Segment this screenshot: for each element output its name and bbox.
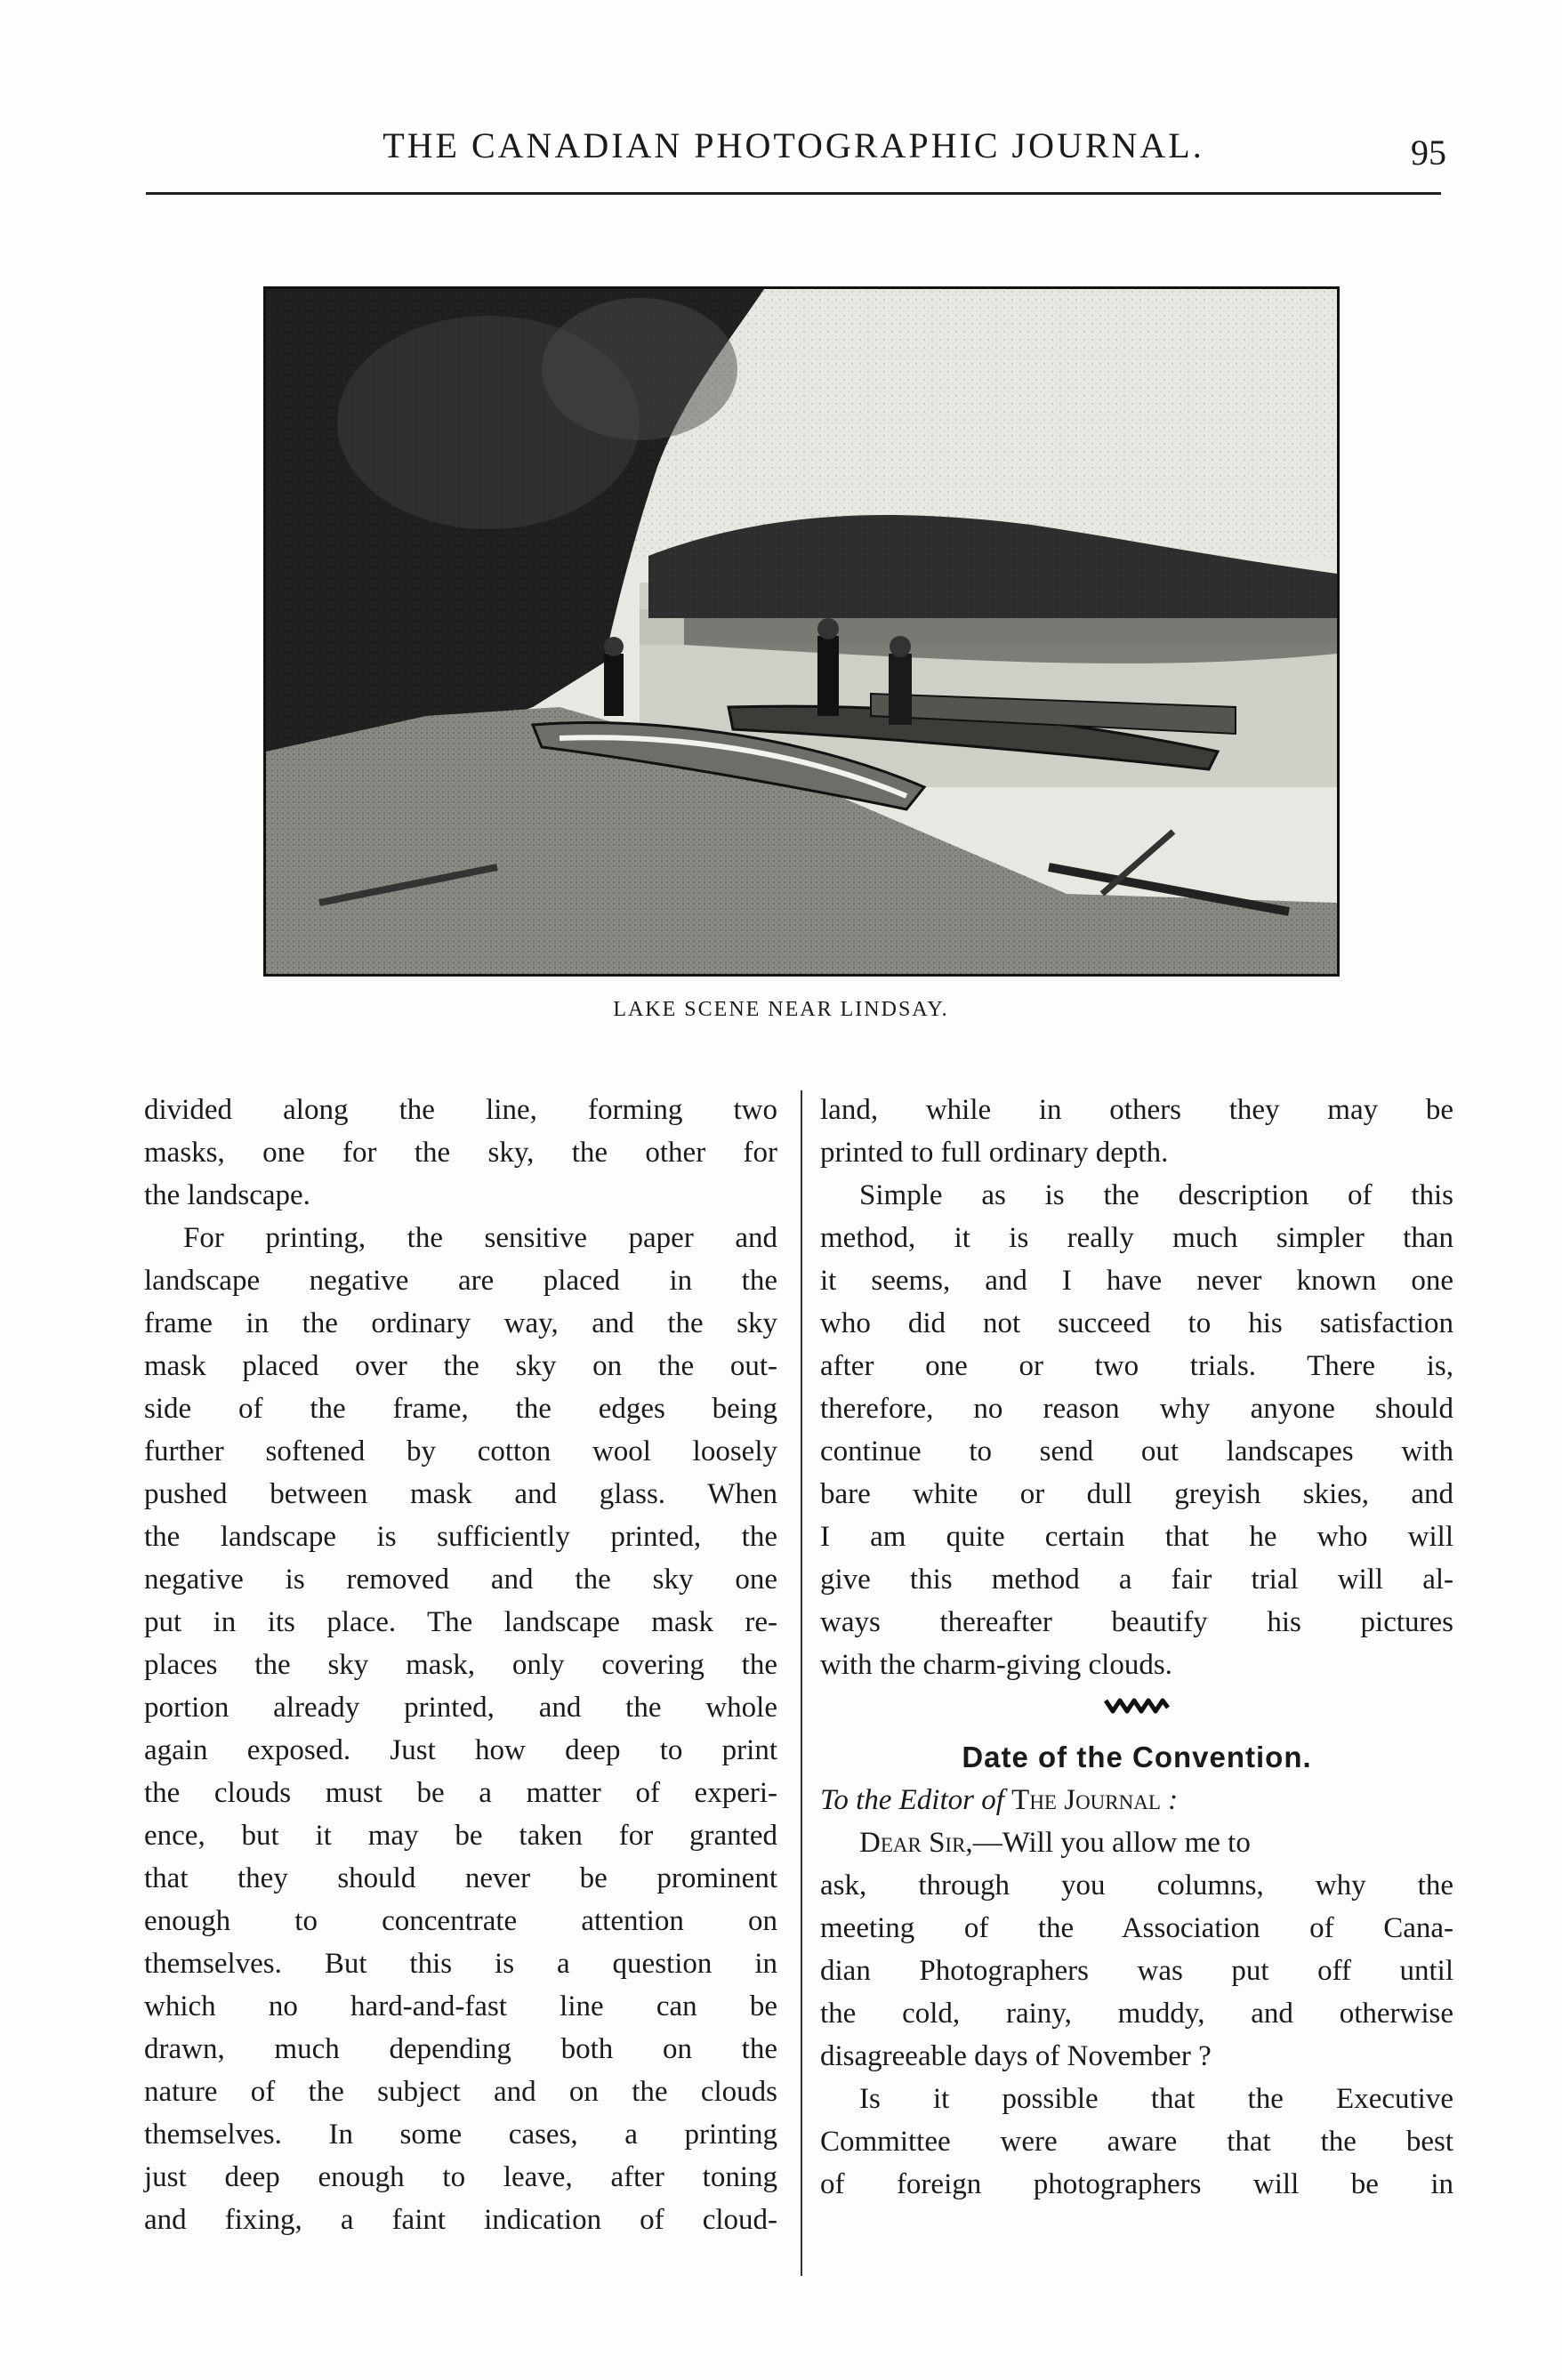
- text-line: enough to concentrate attention on: [144, 1905, 777, 1937]
- text-line: pushed between mask and glass. When: [144, 1478, 777, 1510]
- text-line: that they should never be prominent: [144, 1862, 777, 1894]
- text-line: disagreeable days of November ?: [820, 2040, 1212, 2072]
- text-line: I am quite certain that he who will: [820, 1521, 1453, 1553]
- photograph-illustration: [266, 289, 1337, 974]
- dear-sir: Dear Sir,: [859, 1827, 973, 1859]
- section-ornament: [820, 1686, 1453, 1736]
- text-line: themselves. In some cases, a printing: [144, 2119, 777, 2151]
- letter-opening: [820, 1821, 1453, 1864]
- text-line: continue to send out landscapes with: [820, 1435, 1453, 1467]
- salutation-prefix: To the Editor of: [820, 1784, 1012, 1816]
- running-header: [146, 125, 1446, 178]
- letter-salutation: [820, 1779, 1453, 1821]
- text-line: bare white or dull greyish skies, and: [820, 1478, 1453, 1510]
- wave-ornament-icon: [1104, 1695, 1170, 1717]
- text-line: it seems, and I have never known one: [820, 1265, 1453, 1297]
- right-column: [820, 1089, 1453, 2206]
- text-line: dian Photographers was put off until: [820, 1955, 1453, 1987]
- text-line: and fixing, a faint indication of cloud-: [144, 2204, 777, 2236]
- column-divider: [801, 1090, 802, 2276]
- text-line: of foreign photographers will be in: [820, 2168, 1453, 2200]
- left-column: [144, 1089, 777, 2241]
- text-line: again exposed. Just how deep to print: [144, 1734, 777, 1766]
- photo-caption: LAKE SCENE NEAR LINDSAY.: [613, 998, 949, 1021]
- text-line: nature of the subject and on the clouds: [144, 2076, 777, 2108]
- text-line: printed to full ordinary depth.: [820, 1137, 1169, 1169]
- text-line: For printing, the sensitive paper and: [183, 1222, 777, 1254]
- text-line: method, it is really much simpler than: [820, 1222, 1453, 1254]
- text-line: mask placed over the sky on the out-: [144, 1350, 777, 1382]
- text-line: put in its place. The landscape mask re-: [144, 1606, 777, 1638]
- text-line: therefore, no reason why anyone should: [820, 1393, 1453, 1425]
- text-line: Simple as is the description of this: [859, 1179, 1453, 1211]
- section-heading: Date of the Convention.: [962, 1741, 1312, 1773]
- text-line: the landscape.: [144, 1179, 310, 1211]
- text-line: landscape negative are placed in the: [144, 1265, 777, 1297]
- page-number: 95: [1411, 133, 1446, 173]
- text-line: which no hard-and-fast line can be: [144, 1990, 777, 2022]
- text-line: divided along the line, forming two: [144, 1094, 777, 1126]
- text-line: ask, through you columns, why the: [820, 1869, 1453, 1902]
- lake-scene-photograph: [263, 286, 1340, 977]
- text-line: frame in the ordinary way, and the sky: [144, 1307, 777, 1339]
- text-line: negative is removed and the sky one: [144, 1564, 777, 1596]
- letter-opening-rest: —Will you allow me to: [972, 1827, 1251, 1859]
- salutation-suffix: :: [1160, 1784, 1179, 1816]
- text-line: who did not succeed to his satisfaction: [820, 1307, 1453, 1339]
- text-line: just deep enough to leave, after toning: [144, 2161, 777, 2193]
- text-line: the landscape is sufficiently printed, the: [144, 1521, 777, 1553]
- text-line: masks, one for the sky, the other for: [144, 1137, 777, 1169]
- text-line: give this method a fair trial will al-: [820, 1564, 1453, 1596]
- text-line: further softened by cotton wool loosely: [144, 1435, 777, 1467]
- salutation-journal: The Journal: [1011, 1784, 1161, 1816]
- text-line: Is it possible that the Executive: [859, 2083, 1453, 2115]
- text-line: land, while in others they may be: [820, 1094, 1453, 1126]
- text-line: ways thereafter beautify his pictures: [820, 1606, 1453, 1638]
- text-line: Committee were aware that the best: [820, 2126, 1453, 2158]
- text-line: after one or two trials. There is,: [820, 1350, 1453, 1382]
- text-line: meeting of the Association of Cana-: [820, 1912, 1453, 1944]
- text-line: drawn, much depending both on the: [144, 2033, 777, 2065]
- text-line: the clouds must be a matter of experi-: [144, 1777, 777, 1809]
- text-line: places the sky mask, only covering the: [144, 1649, 777, 1681]
- header-rule: [146, 192, 1441, 195]
- text-line: the cold, rainy, muddy, and otherwise: [820, 1998, 1453, 2030]
- journal-title: THE CANADIAN PHOTOGRAPHIC JOURNAL.: [382, 125, 1204, 165]
- text-line: portion already printed, and the whole: [144, 1692, 777, 1724]
- text-line: themselves. But this is a question in: [144, 1948, 777, 1980]
- text-line: side of the frame, the edges being: [144, 1393, 777, 1425]
- text-line: ence, but it may be taken for granted: [144, 1820, 777, 1852]
- text-line: with the charm-giving clouds.: [820, 1649, 1172, 1681]
